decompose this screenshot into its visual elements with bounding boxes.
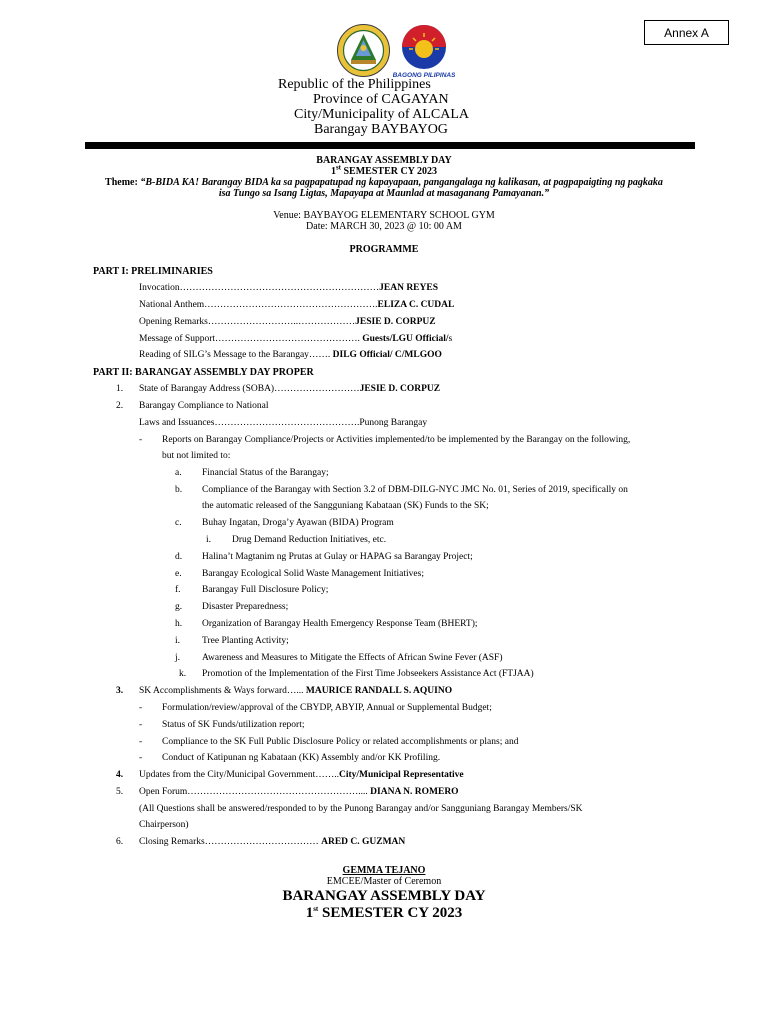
sub-letter: c. (175, 518, 182, 528)
footer-title: BARANGAY ASSEMBLY DAY (282, 888, 486, 904)
item-number: 4. (116, 770, 124, 780)
sub-item: Disaster Preparedness; (202, 602, 289, 612)
sub-letter: e. (175, 569, 182, 579)
bagong-pilipinas-logo-icon (393, 23, 455, 79)
sub-item-cont: the automatic released of the Sangguniang Kabataan (SK) Funds to the SK; (202, 501, 489, 511)
sub-item: Drug Demand Reduction Initiatives, etc. (232, 535, 387, 545)
bullet-dash: - (139, 703, 143, 713)
event-semester: 1st SEMESTER CY 2023 (330, 163, 438, 177)
seal-caption: BAGONG PILIPINAS (393, 72, 455, 79)
sub-item: Organization of Barangay Health Emergency Response Team (BHERT); (202, 619, 478, 629)
sk-item: Conduct of Katipunan ng Kabataan (KK) Assembly and/or KK Profiling. (162, 753, 441, 763)
part1-item: Message of Support………………………………………. Guests/LGU Official/s (139, 334, 453, 344)
reports-line1: Reports on Barangay Compliance/Projects or Activities implemented/to be implemented by the Barangay on the following, (162, 435, 631, 445)
sub-item: Promotion of the Implementation of the First Time Jobseekers Assistance Act (FTJAA) (202, 669, 534, 679)
item-number: 2. (116, 401, 124, 411)
sk-item: Compliance to the SK Full Public Disclosure Policy or related accomplishments or plans; and (162, 737, 519, 747)
part2-item-5: Open Forum……………………………………………….... DIANA N. ROMERO (139, 787, 459, 797)
item5-note-line2: Chairperson) (139, 820, 189, 830)
event-theme-line1: Theme: “B-BIDA KA! Barangay BIDA ka sa pagpapatupad ng kapayapaan, pangangalaga ng kalikasan, at pagpapaigting ng pagkaka (105, 177, 663, 188)
sub-item: Buhay Ingatan, Droga’y Ayawan (BIDA) Program (202, 518, 394, 528)
sub-item: Halina’t Magtanim ng Prutas at Gulay or HAPAG sa Barangay Project; (202, 552, 473, 562)
municipal-seal-icon (337, 24, 390, 77)
reports-line2: but not limited to: (162, 451, 231, 461)
part1-item: Opening Remarks………………………..………………JESIE D. CORPUZ (139, 317, 436, 327)
part1-item: Invocation………………………………………………………JEAN REYES (139, 283, 439, 293)
sk-item: Status of SK Funds/utilization report; (162, 720, 305, 730)
bullet-dash: - (139, 435, 143, 445)
header-barangay: Barangay BAYBAYOG (314, 122, 448, 137)
sub-item: Awareness and Measures to Mitigate the Effects of African Swine Fever (ASF) (202, 653, 503, 663)
event-title: BARANGAY ASSEMBLY DAY (316, 155, 452, 166)
part1-item: National Anthem……………………………………………….ELIZA C. CUDAL (139, 300, 455, 310)
part2-item-2-line2: Laws and Issuances……………………………………….Punong Barangay (139, 418, 428, 428)
part2-item-2-line1: Barangay Compliance to National (139, 401, 269, 411)
bullet-dash: - (139, 737, 143, 747)
bullet-dash: - (139, 720, 143, 730)
item-number: 1. (116, 384, 124, 394)
part1-heading: PART I: PRELIMINARIES (93, 266, 213, 277)
part2-item-6: Closing Remarks……………………………… ARED C. GUZMAN (139, 837, 406, 847)
bullet-dash: - (139, 753, 143, 763)
sk-item: Formulation/review/approval of the CBYDP, ABYIP, Annual or Supplemental Budget; (162, 703, 492, 713)
sub-item: Financial Status of the Barangay; (202, 468, 329, 478)
item-number: 3. (116, 686, 124, 696)
sub-letter: f. (175, 585, 181, 595)
sub-roman: i. (206, 535, 212, 545)
sub-letter: d. (175, 552, 183, 562)
sub-item: Tree Planting Activity; (202, 636, 289, 646)
sub-letter: b. (175, 485, 183, 495)
part2-item-3: SK Accomplishments & Ways forward…... MAURICE RANDALL S. AQUINO (139, 686, 453, 696)
event-theme-line2: isa Tungo sa Isang Ligtas, Mapayapa at Maunlad at masaganang Pamayanan.” (218, 188, 550, 199)
emcee-name: GEMMA TEJANO (342, 865, 426, 876)
sub-item: Barangay Ecological Solid Waste Management Initiatives; (202, 569, 424, 579)
part1-item: Reading of SILG’s Message to the Barangay……. DILG Official/ C/MLGOO (139, 350, 442, 360)
event-venue: Venue: BAYBAYOG ELEMENTARY SCHOOL GYM (273, 210, 495, 221)
sub-item: Compliance of the Barangay with Section 3.2 of DBM-DILG-NYC JMC No. 01, Series of 2019, specifically on (202, 485, 628, 495)
programme-heading: PROGRAMME (349, 244, 419, 255)
part2-heading: PART II: BARANGAY ASSEMBLY DAY PROPER (93, 367, 314, 378)
footer-semester: 1st SEMESTER CY 2023 (305, 905, 463, 921)
sub-letter: a. (175, 468, 182, 478)
sub-letter: h. (175, 619, 183, 629)
header-divider (85, 142, 695, 149)
sub-letter: k. (179, 669, 187, 679)
event-date: Date: MARCH 30, 2023 @ 10: 00 AM (306, 221, 462, 232)
part2-item-1: State of Barangay Address (SOBA)………………………JESIE D. CORPUZ (139, 384, 441, 394)
part2-item-4: Updates from the City/Municipal Government……..City/Municipal Representative (139, 770, 464, 780)
item-number: 5. (116, 787, 124, 797)
item5-note-line1: (All Questions shall be answered/responded to by the Punong Barangay and/or Sangguniang Barangay Members/SK (139, 804, 583, 814)
annex-label: Annex A (644, 20, 729, 45)
sub-item: Barangay Full Disclosure Policy; (202, 585, 329, 595)
header-municipality: City/Municipality of ALCALA (294, 107, 469, 122)
header-republic: Republic of the Philippines (278, 77, 431, 92)
sub-letter: g. (175, 602, 183, 612)
item-number: 6. (116, 837, 124, 847)
sub-letter: i. (175, 636, 181, 646)
header-province: Province of CAGAYAN (313, 92, 449, 107)
sub-letter: j. (175, 653, 181, 663)
emcee-role: EMCEE/Master of Ceremon (326, 876, 442, 887)
